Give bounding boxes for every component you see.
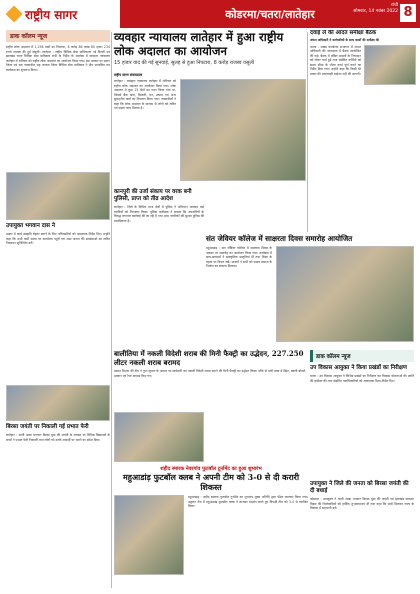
left-story-2-title: उपायुक्त भगवान दास ने bbox=[6, 223, 56, 229]
right-subhead: अंचल अधिकारी ने कर्मचारियों के साथ कार्यों की समीक्षा की bbox=[310, 38, 379, 42]
lead-photo bbox=[180, 79, 306, 181]
football-story bbox=[114, 466, 308, 590]
lead-headline: व्यवहार न्यायालय लातेहार में हुआ राष्ट्रीय लोक अदालत का आयोजन bbox=[114, 30, 284, 58]
right-headline: दवाई ले की आदत समीक्षा बैठक bbox=[310, 30, 377, 36]
football-photo bbox=[114, 495, 184, 575]
right-photo bbox=[364, 45, 416, 85]
section-title: कोडरमा/चतरा/लातेहार bbox=[225, 7, 315, 21]
column-rule-2 bbox=[307, 32, 308, 232]
page-number: 8 bbox=[400, 4, 416, 22]
lead-byline: राष्ट्रीय सागर संवाददाता bbox=[114, 73, 143, 77]
football-kicker: शहीद स्मारक नेवरगांव फुटबॉल टूर्नामेंट का हुआ शुभारंभ bbox=[160, 466, 262, 472]
dateline-city: रांची bbox=[390, 3, 398, 8]
left-column bbox=[6, 30, 110, 590]
right-lower-body: कोडरमा : उपायुक्त ने धरती आबा भगवान बिरसा मुंडा की जयंती एवं झारखंड स्थापना दिवस की जिलेवासियों को हार्दिक शुभकामनाएं दीं तथा कहा कि सभी मिलकर राज्य के विकास में सहभागी बनें। bbox=[310, 497, 414, 510]
lead-body-area bbox=[114, 70, 306, 182]
left-photo-2 bbox=[6, 385, 110, 421]
section-bar bbox=[120, 0, 420, 28]
liquor-story bbox=[114, 350, 306, 412]
event-body: महुआडांड़ : संत जेवियर कॉलेज में साक्षरता दिवस के अवसर पर समारोह का आयोजन किया गया। कार्यक्रम में छात्र-छात्राओं ने सांस्कृतिक प्रस्तुतियां दीं तथा शिक्षा के महत्व पर विचार रखे। प्राचार्य ने सभी को साक्षर समाज के निर्माण का संकल्प दिलाया। bbox=[206, 246, 272, 268]
liquor-photo bbox=[114, 412, 204, 462]
lead-story bbox=[114, 30, 306, 66]
brand bbox=[0, 0, 120, 28]
masthead bbox=[0, 0, 420, 28]
left-story-3-title: बिरसा जयंती पर निकाली गई प्रभात फेरी bbox=[6, 424, 89, 430]
football-body: महुआडांड़ : शहीद स्मारक फुटबॉल टूर्नामेंट का शुभारंभ मुख्य अतिथि द्वारा फीता काटकर किया गया। उद्घाटन मैच में महुआडांड़ फुटबॉल क्लब ने शानदार प्रदर्शन करते हुए विपक्षी टीम को 3-0 से पराजित किया। bbox=[188, 495, 308, 508]
news-box bbox=[310, 350, 414, 474]
left-story-3: लातेहार : धरती आबा भगवान बिरसा मुंडा की जयंती के अवसर पर विभिन्न विद्यालयों के बच्चों ने प्रभात फेरी निकाली तथा लोगों को उनके आदर्शों पर चलने का संदेश दिया। bbox=[6, 433, 110, 442]
police-story bbox=[114, 186, 204, 346]
event-headline: संत जेवियर कॉलेज में साक्षरता दिवस समारोह आयोजित bbox=[206, 234, 353, 243]
news-box-label: डाक कॉलम न्यूज bbox=[310, 350, 414, 362]
police-body: लातेहार : जिले के विभिन्न थाना क्षेत्रों में पुलिस ने अभियान चलाकर कई वारंटियों को गिरफ्तार किया। पुलिस अधीक्षक ने बताया कि अपराधियों के विरुद्ध लगातार कार्रवाई की जा रही है तथा आम नागरिकों की सुरक्षा पुलिस की प्राथमिकता है। bbox=[114, 205, 204, 223]
football-headline: महुआडांड़ फुटबॉल क्लब ने अपनी टीम को 3-0 से दी करारी शिकस्त bbox=[122, 472, 300, 492]
dateline bbox=[353, 3, 398, 15]
right-lower-story bbox=[310, 478, 414, 588]
lead-deck: 15 हजार वाद की गई सुनवाई, सुलह से हुआ निपटारा, 8 करोड़ राजस्व वसूली bbox=[114, 60, 255, 66]
brand-diamond-icon bbox=[6, 6, 23, 23]
column-rule-1 bbox=[111, 32, 112, 588]
left-column-band: डाक कॉलम न्यूज bbox=[6, 30, 110, 42]
right-body: चंदवा : प्रखंड कार्यालय सभागार में अंचल अधिकारी की अध्यक्षता में बैठक आयोजित की गई। बैठक में लंबित मामलों के निष्पादन को लेकर चर्चा हुई तथा संबंधित कर्मियों को समय सीमा के भीतर कार्य पूर्ण करने का निर्देश दिया गया। उन्होंने कहा कि किसी भी प्रकार की लापरवाही बर्दाश्त नहीं की जाएगी। bbox=[310, 44, 361, 76]
police-headline: कानपुरी की उर्जा संकाय पर वरक बनी पुलिसी, प्राप्त को तीव्र आदेश bbox=[114, 189, 192, 202]
right-lower-headline: उपायुक्त ने जिले की जनता को बिरसा जयंती की दी बधाई bbox=[310, 481, 409, 494]
news-box-headline: उप विकास आयुक्त ने किया प्रखंडों का निरीक्षण bbox=[310, 365, 407, 371]
left-story-2: दफ्तर में कार्य संस्कृति बेहतर बनाने के लिए अधिकारियों को आवश्यक निर्देश दिए। उन्होंने कहा कि सभी कर्मी समय पर कार्यालय पहुंचें एवं आम जनता की समस्याओं का त्वरित निष्पादन सुनिश्चित करें। bbox=[6, 232, 110, 245]
dateline-date: सोमवार, 14 नवंबर 2022 bbox=[353, 9, 398, 14]
right-column bbox=[310, 30, 416, 260]
liquor-body: उत्पाद विभाग की टीम ने गुप्त सूचना के आधार पर छापेमारी कर नकली विदेशी शराब बनाने की मिनी फैक्ट्री का उद्भेदन किया। मौके से भारी मात्रा में स्प्रिट, खाली बोतलें, ढक्कन एवं रैपर बरामद किए गए। bbox=[114, 369, 306, 378]
event-photo bbox=[276, 246, 414, 342]
news-box-body: चतरा : उप विकास आयुक्त ने विभिन्न प्रखंडों का निरीक्षण कर विकास योजनाओं की प्रगति की समीक्षा की तथा संबंधित पदाधिकारियों को आवश्यक दिशा-निर्देश दिए। bbox=[310, 374, 414, 383]
lead-body: लातेहार : व्यवहार न्यायालय लातेहार में शनिवार को राष्ट्रीय लोक अदालत का आयोजन किया गया। लोक अदालत में कुल 15 बेंचों का गठन किया गया था, जिसमें बैंक ऋण, बिजली, वन, उत्पाद एवं अन्य सुलहनीय वादों का निपटारा किया गया। न्यायाधीशों ने कहा कि लोक अदालत के माध्यम से लोगों को त्वरित एवं सस्ता न्याय मिलता है। bbox=[114, 79, 176, 110]
brand-name: राष्ट्रीय सागर bbox=[25, 7, 78, 22]
event-story bbox=[206, 234, 414, 346]
left-story-1: राष्ट्रीय लोक अदालत में 1,258 वादों का निपटारा, 8 करोड़ 86 लाख 80 हजार 234 रुपये राजस्व की हुई वसूली। लातेहार : राष्ट्रीय विधिक सेवा प्राधिकरण नई दिल्ली एवं झारखंड राज्य विधिक सेवा प्राधिकार रांची के निर्देश के आलोक में व्यवहार न्यायालय लातेहार में शनिवार को राष्ट्रीय लोक अदालत का आयोजन किया गया। इस अवसर पर प्रधान जिला एवं सत्र न्यायाधीश सह अध्यक्ष जिला विधिक सेवा प्राधिकार ने दीप प्रज्वलित कर कार्यक्रम का शुभारंभ किया। bbox=[6, 45, 110, 72]
liquor-headline: बालीतिया में नकली विदेशी शराब की मिनी फैक्ट्री का उद्भेदन, 227.250 लीटर नकली शराब बरामद bbox=[114, 349, 304, 367]
left-photo-1 bbox=[6, 172, 110, 220]
